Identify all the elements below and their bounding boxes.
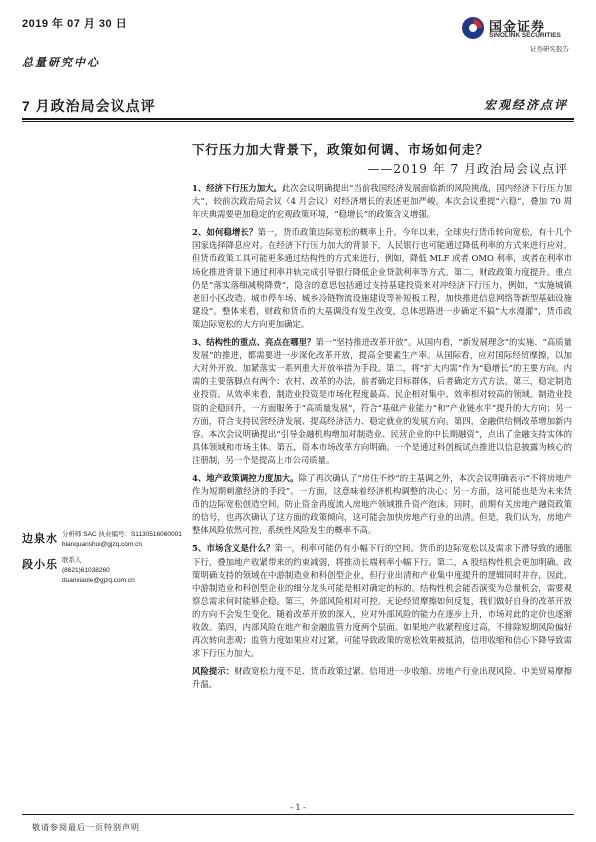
page-number: - 1 -	[290, 803, 306, 812]
analyst-name: 边泉水	[22, 532, 58, 545]
section-text: 第一“坚持推进改革开放”。从国内看，“新发展理念”的实施、“高质量发展”的推进，都需要进一步深化改革开放，提高全要素生产率。从国际看，应对国际经贸摩擦，以加大对外开放、加紧落实一系列重大开放举措为手段。第二，将“扩大内需”作为“稳增长”的主要方向。内需的主要落脚点有两个：农村、改革的办法，前者确定目标群体，后者确定方式方法。第三，稳定制造业投资。从效率来看，制造业投资是市场化程度最高、民企相对集中、效率相对较高的领域。制造业投资的企稳回升，一方面服务于“高质量发展”，符合“基础产业能力”和“产业链水平”提升的大方向；另一方面，符合支持民营经济发展、提高经济活力、稳定就业的发展方向。第四，金融供给侧改革增加新内容。本次会议明确提出“引导金融机构增加对制造业、民营企业的中长期融资”，点出了金融支持实体的具体领域和市场主体。第五，资本市场改革方向明确。一个是通过科创板试点推进以信息披露为核心的注册制，另一个是提高上市公司质量。	[192, 337, 573, 465]
footer-divider	[22, 814, 574, 815]
section-paragraph	[192, 472, 572, 537]
report-topic: 7 月政治局会议点评	[22, 98, 156, 114]
risk-paragraph	[192, 665, 572, 691]
analyst-contact	[62, 530, 182, 550]
section-text: 第一，利率可能仍有小幅下行的空间。货币的边际宽松以及需求下滑导致的通胀下行，叠加地产收紧带来的约束减弱，将推动长端利率小幅下行。第二，A 股结构性机会更加明确。政策明确支持的领域在中游制造业和科创型企业，但行业出清和产业集中度提升的逻辑同时并存，因此，中游制造业和科创型企业的细分龙头可能是相对确定的标的。结构性机会能否演变为总量机会，需要观察总需求何时能够企稳。第三，外部风险相对可控。无论经贸摩擦如何反复，我们做好自身的改革开放的方向不会发生变化。随着改革开放的深入，应对外部风险的能力在逐步上升，市场对此的定价也逐渐收敛。第四，内部风险在地产和金融监管力度两个层面。如果地产收紧程度过高，不排除短期风险偏好再次转向悲观；监管力度如果应对过紧，可能导致政策的宽松效果被抵消，信用收缩和信心下降导致需求下行压力加大。	[192, 543, 573, 659]
report-title: 下行压力加大背景下，政策如何调、市场如何走？	[192, 142, 490, 157]
section-heading: 5、市场含义是什么？	[192, 543, 275, 554]
risk-heading: 风险提示：	[192, 666, 235, 677]
report-subtitle: ——2019 年 7 月政治局会议点评	[367, 162, 568, 176]
section-paragraph	[192, 182, 572, 221]
analyst-email[interactable]: bianquanshui@gjzq.com.cn	[62, 541, 142, 548]
sinolink-logo-icon	[461, 16, 485, 40]
report-body	[192, 182, 572, 696]
department-name: 总量研究中心	[22, 56, 100, 69]
analyst-contact	[62, 556, 135, 586]
section-paragraph	[192, 336, 572, 467]
report-date: 2019 年 07 月 30 日	[22, 18, 128, 30]
section-heading: 2、如何稳增长？	[192, 227, 258, 238]
section-paragraph	[192, 542, 572, 660]
sinolink-logo	[461, 16, 573, 54]
analyst-role: 分析师 SAC 执业编号：S1130516060001	[62, 531, 182, 538]
report-category: 宏观经济点评	[483, 98, 568, 112]
report-type-label: 证券研究报告	[530, 46, 569, 53]
section-heading: 4、地产政策调控力度加大。	[192, 472, 299, 483]
section-text: 除了再次确认了“房住不炒”的主基调之外，本次会议明确表示“不将房地产作为短期刺激经济的手段”。一方面，这意味着经济机构调整的决心；另一方面，这可能也是为未来货币的边际宽松创造空间，防止资金再度流入房地产领域推升资产泡沫。同时，前期有关房地产融资政策的信号，也再次确认了这方面的政策倾向，这可能会加快房地产行业的出清。但是，我们认为，房地产整体风险依然可控，系统性风险发生的概率不高。	[192, 472, 573, 536]
header-divider-thin	[22, 121, 574, 122]
analyst-name: 段小乐	[22, 558, 58, 571]
logo-english: SINOLINK SECURITIES	[489, 32, 561, 39]
analyst-email[interactable]: duanxiaole@gjzq.com.cn	[62, 577, 135, 584]
footer-disclaimer: 敬请参阅最后一页特别声明	[32, 823, 140, 832]
analyst-role: 联系人	[62, 557, 82, 564]
analyst-phone: (8621)61038260	[62, 567, 110, 574]
logo-chinese: 国金证券	[489, 19, 546, 34]
section-text: 第一，货币政策边际宽松的概率上升。今年以来，全球央行货币转向宽松，有十几个国家选择降息应对。在经济下行压力加大的背景下，人民银行也可能通过降低利率的方式来进行应对，但货币政策工具可能更多通过结构性的方式来进行，例如，降低 MLF 或者 OMO 利率，或者在利率市场化推进背景下通过利率并轨完成引导银行降低企业贷款利率等方式。第二，财政政策力度提升。重点仍是“落实落细减税降费”，隐含的意思包括通过支持基建投资来对冲经济下行压力，例如，“实施城镇老旧小区改造、城市停车场、城乡冷链物流设施建设等补短板工程，加快推进信息网络等新型基础设施建设”。整体来看，财政和货币的大基调没有发生改变，总体思路进一步确定不搞“大水漫灌”，货币政策边际宽松的大方向更加确定。	[192, 227, 572, 329]
section-text: 此次会议明确提出“当前我国经济发展面临新的风险挑战，国内经济下行压力加大”，较前次政治局会议（4 月会议）对经济增长的表述更加严峻。本次会议重提“六稳”，叠加 70 周年庆典需要更加稳定的宏观政策环境，“稳增长”的政策含义增强。	[192, 183, 573, 220]
section-heading: 1、经济下行压力加大。	[192, 183, 282, 193]
risk-text: 财政宽松力度不足、货币政策过紧、信用进一步收缩、房地产行业出现风险、中美贸易摩擦升温。	[192, 666, 573, 690]
section-heading: 3、结构性的重点、亮点在哪里？	[192, 337, 316, 348]
header-divider	[22, 118, 574, 120]
section-paragraph	[192, 226, 572, 331]
